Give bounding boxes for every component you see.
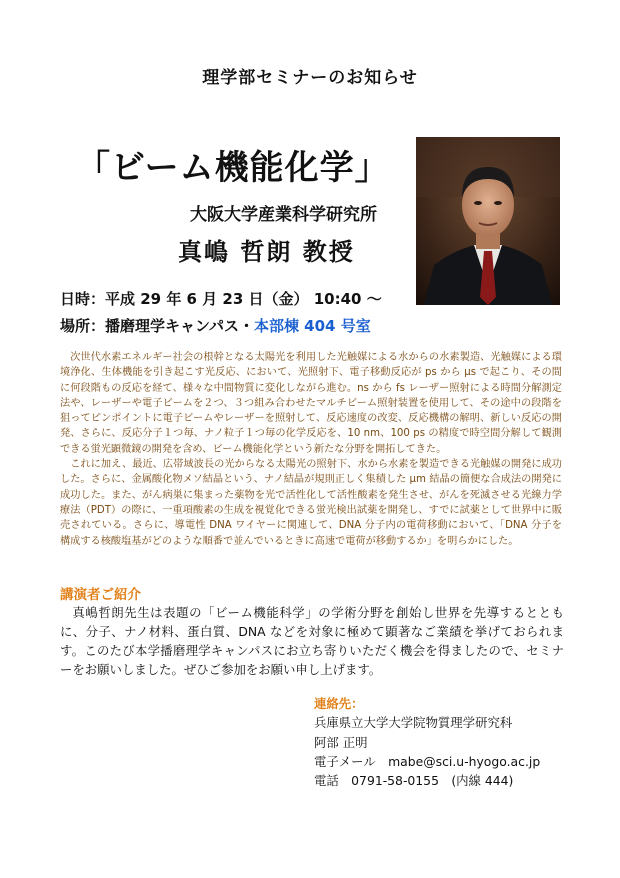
speaker-affiliation: 大阪大学産業科学研究所	[190, 205, 377, 225]
venue-room: 本部棟 404 号室	[253, 317, 371, 335]
contact-block	[314, 694, 540, 790]
seminar-datetime: 日時：平成 29 年 6 月 23 日（金） 10:40 〜	[60, 290, 382, 308]
abstract-paragraph-1: 次世代水素エネルギー社会の根幹となる太陽光を利用した光触媒による水からの水素製造、光触媒による環境浄化、生体機能を引き起こす光反応、において、光照射下、電子移動反応が ps から μs で起こり、その間に何段階もの反応を経て、様々な中間物質に変化しながら進む。ns から fs レーザー照射による時間分解測定法や、レーザーや電子ビームを２つ、３つ組み合わせたマルチビーム照射装置を使用して、その途中の段階を狙ってピンポイントに電子ビームやレーザーを照射して、反応速度の改変、反応機構の解明、新しい反応の開発、さらに、反応分子１つ毎、ナノ粒子１つ毎の化学反応を、10 nm、100 ps の精度で時空間分解して観測できる蛍光顕微鏡の開発を含め、ビーム機能化学という新たな分野を開拓してきた。	[60, 352, 562, 455]
contact-heading: 連絡先：	[314, 696, 364, 711]
contact-email: 電子メール mabe@sci.u-hyogo.ac.jp	[314, 753, 541, 769]
venue-prefix: 場所：播磨理学キャンパス・	[60, 317, 254, 335]
seminar-venue	[60, 315, 371, 336]
abstract	[60, 350, 562, 549]
contact-organization: 兵庫県立大学大学院物質理学研究科	[314, 715, 513, 731]
speaker-intro-text: 真嶋哲朗先生は表題の「ビーム機能科学」の学術分野を創始し世界を先導するとともに、分子、ナノ材料、蛋白質、DNA などを対象に極めて顕著なご業績を挙げておられます。このたび本学播磨理学キャンパスにお立ち寄りいただく機会を得ましたので、セミナーをお願いしました。ぜひご参加をお願い申し上げます。	[60, 605, 564, 677]
speaker-intro-heading: 講演者ご紹介	[60, 587, 141, 603]
seminar-title: 「ビーム機能化学」	[76, 148, 390, 188]
speaker-intro-body	[60, 603, 564, 679]
contact-phone: 電話 0791-58-0155 (内線 444)	[314, 773, 514, 789]
speaker-name: 真嶋 哲朗 教授	[178, 238, 355, 266]
speaker-portrait	[416, 137, 560, 305]
contact-name: 阿部 正明	[314, 734, 368, 750]
notice-header: 理学部セミナーのお知らせ	[202, 68, 418, 88]
abstract-paragraph-2: これに加え、最近、広帯域波長の光からなる太陽光の照射下、水から水素を製造できる光触媒の開発に成功した。さらに、金属酸化物メソ結晶という、ナノ結晶が規則正しく集積した μm 結晶の簡便な合成法の開発に成功した。また、がん病巣に集まった薬物を光で活性化して活性酸素を発生させ、がんを死滅させる光線力学療法（PDT）の際に、一重項酸素の生成を視覚化できる蛍光検出試薬を開発し、すでに試薬として世界中に販売されている。さらに、導電性 DNA ワイヤーに関連して、DNA 分子内の電荷移動において、「DNA 分子を構成する核酸塩基がどのような順番で並んでいるときに高速で電荷が移動するか」を明らかにした。	[60, 459, 562, 547]
